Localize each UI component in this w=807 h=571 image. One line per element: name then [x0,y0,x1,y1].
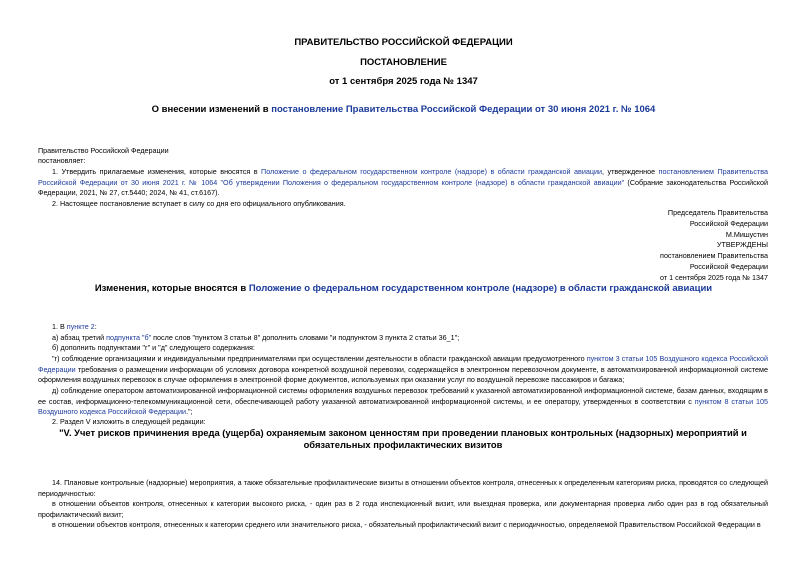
preamble-line-2: постановляет: [38,156,86,165]
subject-link[interactable]: постановление Правительства Российской Федерации от 30 июня 2021 г. № 1064 [271,104,656,115]
change-g-text-b: требования о размещении информации об условиях договора конкретной воздушной перевозки, содержащейся в электронном перевозочном документе, в автоматизированной информационной системе оформления воздушных перевозок в случае оформления в электронной форме документов, используемых при оказании услуг по воздушной перевозке пассажиров и багажа; [38,364,768,385]
change-a-text-b: после слов "пунктом 3 статьи 8" дополнить словами "и подпунктом 3 пункта 2 статьи 36_1"; [151,333,460,342]
document-date-number: от 1 сентября 2025 года № 1347 [329,76,478,87]
approved-line-1: УТВЕРЖДЕНЫ [716,240,768,250]
item-1-text-a: 1. Утвердить прилагаемые изменения, которые вносятся в [52,167,262,176]
paragraph-14: 14. Плановые контрольные (надзорные) мероприятия, а также обязательные профилактические визиты в отношении объектов контроля, отнесенных к определенным категориям риска, проводятся со следующей периодичностью: [38,478,768,498]
approved-line-4: от 1 сентября 2025 года № 1347 [660,272,768,282]
changes-title-prefix: Изменения, которые вносятся в [94,283,249,294]
preamble-line-1: Правительство Российской Федерации [38,146,169,155]
change-g [38,354,768,386]
change-a [38,333,768,344]
government-heading: ПРАВИТЕЛЬСТВО РОССИЙСКОЙ ФЕДЕРАЦИИ [294,37,513,48]
change-a-link[interactable]: подпункта "б" [106,333,152,342]
subject-prefix: О внесении изменений в [151,104,272,115]
change-a-text-a: а) абзац третий [52,333,107,342]
signature-block [660,208,768,284]
paragraph-medium-risk: в отношении объектов контроля, отнесенных к категории среднего или значительного риска, - обязательный профилактический визит с периодичностью, определяемой Правительством Российской Федерации в [52,520,761,529]
item-1-text-c: (Собрание законодательства Российской Федерации, 2021, № 27, ст.5440; 2024, № 41, ст.6167). [38,177,769,198]
change-1-text-b: : [94,322,97,331]
item-1-link-regulation[interactable]: Положение о федеральном государственном контроле (надзоре) в области гражданской авиации [261,167,603,176]
change-1-link[interactable]: пункте 2 [66,322,95,331]
section-v-title: "V. Учет рисков причинения вреда (ущерба) охраняемым законом ценностям при проведении плановых контрольных (надзорных) мероприятий и обязательных профилактических визитов [59,427,747,450]
change-g-link[interactable]: пунктом 3 статьи 105 Воздушного кодекса Российской Федерации [38,354,768,374]
item-1-paragraph [38,167,768,199]
approved-line-2: постановлением Правительства [660,251,768,261]
signature-line-2: Российской Федерации [689,218,768,228]
change-d-text-b: ."; [186,407,193,417]
signature-line-3: М.Мишустин [725,229,768,239]
change-d-text-a: д) соблюдение оператором автоматизированной информационной системы оформления воздушных перевозок требований к указанной автоматизированной информационной системе, базам данных, входящим в ее состав, информационно-телекоммуникационной сети, обеспечивающей работу указанной автоматизированной информационной системы, и ее оператору, утвержденных в соответствии с [38,386,768,406]
approved-line-3: Российской Федерации [689,261,768,271]
document-type: ПОСТАНОВЛЕНИЕ [360,57,447,68]
change-g-text-a: "г) соблюдение организациями и индивидуальными предпринимателями при осуществлении деятельности в области гражданской авиации предусмотренного [52,354,587,363]
change-1 [38,322,768,333]
item-2-paragraph: 2. Настоящее постановление вступает в силу со дня его официального опубликования. [52,199,346,208]
paragraph-high-risk: в отношении объектов контроля, отнесенных к категории высокого риска, - один раз в 2 года инспекционный визит, или выездная проверка, или документарная проверка либо один раз в год обязательный профилактический визит; [38,499,768,519]
item-1-text-b: , утвержденное [602,167,659,176]
change-b: б) дополнить подпунктами "г" и "д" следующего содержания: [52,343,255,352]
change-2: 2. Раздел V изложить в следующей редакции: [52,417,206,426]
document-subject [0,104,807,115]
changes-title-link[interactable]: Положение о федеральном государственном контроле (надзоре) в области гражданской авиации [248,283,713,294]
item-1-link-resolution[interactable]: постановлением Правительства Российской Федерации от 30 июня 2021 г. № 1064 "Об утверждении Положения о федеральном государственном контроле (надзоре) в области гражданской авиации" [38,167,768,187]
change-d-link[interactable]: пунктом 8 статьи 105 Воздушного кодекса Российской Федерации [38,396,768,417]
change-d [38,386,768,418]
changes-title [0,283,807,294]
change-1-text-a: 1. В [52,322,67,331]
signature-line-1: Председатель Правительства [667,208,768,217]
